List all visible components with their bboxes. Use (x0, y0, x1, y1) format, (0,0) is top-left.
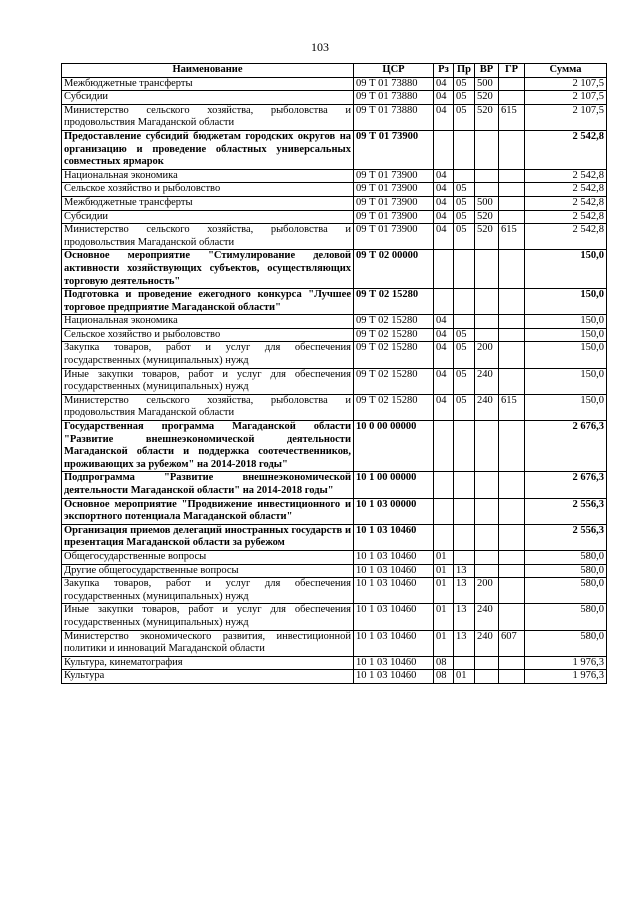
cell-name: Культура, кинематография (62, 656, 354, 670)
table-row (62, 604, 607, 630)
cell-gr (499, 250, 525, 289)
cell-csr: 09 Т 02 15280 (354, 394, 434, 420)
cell-rz (434, 498, 454, 524)
cell-vr (475, 289, 499, 315)
cell-csr: 10 1 03 10460 (354, 578, 434, 604)
table-row (62, 578, 607, 604)
cell-sum: 580,0 (525, 564, 607, 578)
cell-rz: 01 (434, 564, 454, 578)
cell-csr: 09 Т 01 73880 (354, 104, 434, 130)
cell-vr: 520 (475, 91, 499, 105)
cell-gr (499, 130, 525, 169)
cell-vr: 240 (475, 630, 499, 656)
cell-sum: 580,0 (525, 630, 607, 656)
cell-sum: 150,0 (525, 342, 607, 368)
cell-name: Сельское хозяйство и рыболовство (62, 183, 354, 197)
cell-vr (475, 169, 499, 183)
cell-pr (454, 550, 475, 564)
table-row (62, 328, 607, 342)
cell-vr (475, 315, 499, 329)
cell-gr (499, 550, 525, 564)
cell-rz (434, 130, 454, 169)
cell-vr: 500 (475, 77, 499, 91)
cell-pr: 05 (454, 368, 475, 394)
cell-pr: 05 (454, 328, 475, 342)
table-row (62, 91, 607, 105)
cell-csr: 10 1 00 00000 (354, 472, 434, 498)
cell-sum: 150,0 (525, 250, 607, 289)
cell-csr: 10 1 03 10460 (354, 630, 434, 656)
table-row (62, 394, 607, 420)
cell-rz: 04 (434, 315, 454, 329)
cell-csr: 09 Т 01 73900 (354, 130, 434, 169)
table-row (62, 130, 607, 169)
cell-gr (499, 183, 525, 197)
table-row (62, 670, 607, 684)
cell-name: Министерство сельского хозяйства, рыболовства и продовольствия Магаданской области (62, 104, 354, 130)
cell-rz: 01 (434, 550, 454, 564)
table-row (62, 656, 607, 670)
cell-name: Иные закупки товаров, работ и услуг для обеспечения государственных (муниципальных) нужд (62, 604, 354, 630)
header-pr: Пр (454, 64, 475, 78)
cell-csr: 09 Т 02 15280 (354, 342, 434, 368)
cell-name: Подготовка и проведение ежегодного конкурса "Лучшее торговое предприятие Магаданской области" (62, 289, 354, 315)
cell-pr: 05 (454, 196, 475, 210)
cell-csr: 09 Т 02 00000 (354, 250, 434, 289)
cell-csr: 10 1 03 10460 (354, 604, 434, 630)
cell-name: Закупка товаров, работ и услуг для обеспечения государственных (муниципальных) нужд (62, 578, 354, 604)
cell-name: Межбюджетные трансферты (62, 196, 354, 210)
table-row (62, 224, 607, 250)
cell-sum: 2 107,5 (525, 77, 607, 91)
cell-name: Основное мероприятие "Стимулирование деловой активности хозяйствующих субъектов, осуществляющих торговую деятельность" (62, 250, 354, 289)
cell-rz: 04 (434, 368, 454, 394)
cell-csr: 09 Т 01 73900 (354, 224, 434, 250)
cell-vr (475, 550, 499, 564)
table-row (62, 472, 607, 498)
cell-pr: 13 (454, 578, 475, 604)
cell-gr (499, 564, 525, 578)
cell-name: Национальная экономика (62, 169, 354, 183)
cell-name: Предоставление субсидий бюджетам городских округов на организацию и проведение областных универсальных совместных ярмарок (62, 130, 354, 169)
cell-gr (499, 328, 525, 342)
cell-sum: 150,0 (525, 289, 607, 315)
cell-vr (475, 524, 499, 550)
cell-csr: 10 1 03 10460 (354, 524, 434, 550)
cell-name: Культура (62, 670, 354, 684)
cell-gr (499, 210, 525, 224)
cell-name: Министерство сельского хозяйства, рыболовства и продовольствия Магаданской области (62, 394, 354, 420)
cell-rz: 01 (434, 578, 454, 604)
cell-csr: 09 Т 02 15280 (354, 315, 434, 329)
cell-name: Другие общегосударственные вопросы (62, 564, 354, 578)
cell-name: Иные закупки товаров, работ и услуг для обеспечения государственных (муниципальных) нужд (62, 368, 354, 394)
cell-sum: 1 976,3 (525, 656, 607, 670)
cell-vr (475, 498, 499, 524)
cell-gr (499, 368, 525, 394)
cell-gr (499, 77, 525, 91)
cell-rz: 04 (434, 104, 454, 130)
cell-rz: 08 (434, 670, 454, 684)
table-row (62, 77, 607, 91)
cell-csr: 09 Т 01 73900 (354, 183, 434, 197)
cell-rz: 04 (434, 183, 454, 197)
cell-rz: 04 (434, 196, 454, 210)
cell-gr: 615 (499, 394, 525, 420)
cell-sum: 150,0 (525, 328, 607, 342)
cell-name: Государственная программа Магаданской области "Развитие внешнеэкономической деятельности Магаданской области и поддержка соотечественников, проживающих за рубежом" на 2014-2018 годы" (62, 421, 354, 472)
table-row (62, 498, 607, 524)
cell-gr: 615 (499, 104, 525, 130)
cell-pr (454, 498, 475, 524)
cell-name: Министерство сельского хозяйства, рыболовства и продовольствия Магаданской области (62, 224, 354, 250)
cell-gr (499, 289, 525, 315)
cell-pr: 05 (454, 342, 475, 368)
budget-table (61, 63, 607, 684)
cell-csr: 09 Т 02 15280 (354, 289, 434, 315)
cell-sum: 2 556,3 (525, 498, 607, 524)
table-row (62, 183, 607, 197)
table-row (62, 342, 607, 368)
cell-rz (434, 472, 454, 498)
cell-rz: 04 (434, 342, 454, 368)
cell-csr: 09 Т 01 73900 (354, 196, 434, 210)
cell-sum: 2 542,8 (525, 210, 607, 224)
cell-vr: 200 (475, 578, 499, 604)
cell-csr: 10 1 03 10460 (354, 670, 434, 684)
cell-gr (499, 421, 525, 472)
table-body (62, 77, 607, 683)
cell-sum: 2 676,3 (525, 472, 607, 498)
cell-pr (454, 130, 475, 169)
header-name: Наименование (62, 64, 354, 78)
cell-pr: 05 (454, 91, 475, 105)
cell-sum: 580,0 (525, 550, 607, 564)
header-gr: ГР (499, 64, 525, 78)
cell-gr (499, 472, 525, 498)
cell-csr: 09 Т 01 73900 (354, 210, 434, 224)
cell-rz: 04 (434, 91, 454, 105)
cell-rz: 04 (434, 394, 454, 420)
cell-pr: 13 (454, 564, 475, 578)
cell-vr: 240 (475, 368, 499, 394)
cell-sum: 2 107,5 (525, 91, 607, 105)
header-row (62, 64, 607, 78)
cell-name: Общегосударственные вопросы (62, 550, 354, 564)
cell-name: Межбюджетные трансферты (62, 77, 354, 91)
page-number: 103 (311, 40, 329, 54)
cell-gr (499, 524, 525, 550)
cell-gr (499, 656, 525, 670)
cell-name: Субсидии (62, 210, 354, 224)
table-row (62, 196, 607, 210)
cell-pr: 13 (454, 630, 475, 656)
cell-gr (499, 498, 525, 524)
cell-rz: 04 (434, 210, 454, 224)
cell-gr: 615 (499, 224, 525, 250)
cell-vr: 520 (475, 210, 499, 224)
cell-name: Организация приемов делегаций иностранных государств и презентация Магаданской области за рубежом (62, 524, 354, 550)
cell-name: Сельское хозяйство и рыболовство (62, 328, 354, 342)
cell-sum: 150,0 (525, 315, 607, 329)
cell-name: Субсидии (62, 91, 354, 105)
header-vr: ВР (475, 64, 499, 78)
cell-pr: 05 (454, 183, 475, 197)
cell-sum: 1 976,3 (525, 670, 607, 684)
cell-name: Министерство экономического развития, инвестиционной политики и инноваций Магаданской области (62, 630, 354, 656)
header-sum: Сумма (525, 64, 607, 78)
cell-sum: 150,0 (525, 394, 607, 420)
cell-name: Национальная экономика (62, 315, 354, 329)
cell-csr: 10 1 03 00000 (354, 498, 434, 524)
cell-rz (434, 421, 454, 472)
cell-name: Основное мероприятие "Продвижение инвестиционного и экспортного потенциала Магаданской области" (62, 498, 354, 524)
cell-gr: 607 (499, 630, 525, 656)
cell-vr: 500 (475, 196, 499, 210)
cell-sum: 2 542,8 (525, 130, 607, 169)
cell-sum: 2 542,8 (525, 196, 607, 210)
cell-pr (454, 472, 475, 498)
cell-rz: 04 (434, 328, 454, 342)
cell-vr (475, 183, 499, 197)
cell-csr: 09 Т 01 73880 (354, 91, 434, 105)
header-rz: Рз (434, 64, 454, 78)
table-row (62, 630, 607, 656)
cell-gr (499, 670, 525, 684)
cell-pr (454, 289, 475, 315)
cell-gr (499, 604, 525, 630)
cell-pr: 05 (454, 104, 475, 130)
cell-csr: 10 1 03 10460 (354, 564, 434, 578)
table-row (62, 250, 607, 289)
table-row (62, 210, 607, 224)
table-row (62, 550, 607, 564)
cell-csr: 09 Т 01 73880 (354, 77, 434, 91)
cell-csr: 10 1 03 10460 (354, 656, 434, 670)
cell-rz: 04 (434, 77, 454, 91)
table-row (62, 421, 607, 472)
table-row (62, 564, 607, 578)
cell-vr (475, 250, 499, 289)
cell-pr (454, 421, 475, 472)
cell-sum: 2 542,8 (525, 169, 607, 183)
cell-sum: 2 107,5 (525, 104, 607, 130)
table-row (62, 104, 607, 130)
cell-csr: 09 Т 02 15280 (354, 328, 434, 342)
cell-vr (475, 670, 499, 684)
cell-vr (475, 130, 499, 169)
cell-sum: 580,0 (525, 578, 607, 604)
cell-sum: 2 542,8 (525, 224, 607, 250)
table-row (62, 315, 607, 329)
cell-vr (475, 472, 499, 498)
cell-sum: 150,0 (525, 368, 607, 394)
cell-rz (434, 524, 454, 550)
cell-csr: 10 1 03 10460 (354, 550, 434, 564)
cell-gr (499, 578, 525, 604)
cell-vr: 240 (475, 394, 499, 420)
cell-vr (475, 656, 499, 670)
cell-rz: 04 (434, 169, 454, 183)
cell-vr (475, 328, 499, 342)
cell-pr: 13 (454, 604, 475, 630)
cell-pr: 05 (454, 394, 475, 420)
cell-sum: 2 556,3 (525, 524, 607, 550)
cell-rz: 01 (434, 604, 454, 630)
cell-pr (454, 656, 475, 670)
table-row (62, 289, 607, 315)
cell-pr: 05 (454, 224, 475, 250)
cell-vr: 200 (475, 342, 499, 368)
cell-rz (434, 250, 454, 289)
cell-gr (499, 196, 525, 210)
cell-sum: 2 542,8 (525, 183, 607, 197)
cell-csr: 10 0 00 00000 (354, 421, 434, 472)
cell-rz (434, 289, 454, 315)
cell-vr (475, 421, 499, 472)
cell-csr: 09 Т 01 73900 (354, 169, 434, 183)
header-csr: ЦСР (354, 64, 434, 78)
cell-pr: 01 (454, 670, 475, 684)
cell-rz: 01 (434, 630, 454, 656)
cell-gr (499, 91, 525, 105)
cell-vr: 520 (475, 104, 499, 130)
table-row (62, 169, 607, 183)
cell-rz: 04 (434, 224, 454, 250)
cell-pr (454, 315, 475, 329)
cell-pr (454, 524, 475, 550)
cell-rz: 08 (434, 656, 454, 670)
cell-csr: 09 Т 02 15280 (354, 368, 434, 394)
table-row (62, 368, 607, 394)
cell-gr (499, 169, 525, 183)
cell-pr: 05 (454, 77, 475, 91)
cell-gr (499, 315, 525, 329)
cell-pr (454, 250, 475, 289)
cell-name: Подпрограмма "Развитие внешнеэкономической деятельности Магаданской области" на 2014-2018 годы" (62, 472, 354, 498)
cell-sum: 580,0 (525, 604, 607, 630)
cell-pr: 05 (454, 210, 475, 224)
cell-sum: 2 676,3 (525, 421, 607, 472)
cell-vr: 240 (475, 604, 499, 630)
cell-gr (499, 342, 525, 368)
cell-vr: 520 (475, 224, 499, 250)
cell-name: Закупка товаров, работ и услуг для обеспечения государственных (муниципальных) нужд (62, 342, 354, 368)
table-row (62, 524, 607, 550)
cell-vr (475, 564, 499, 578)
cell-pr (454, 169, 475, 183)
